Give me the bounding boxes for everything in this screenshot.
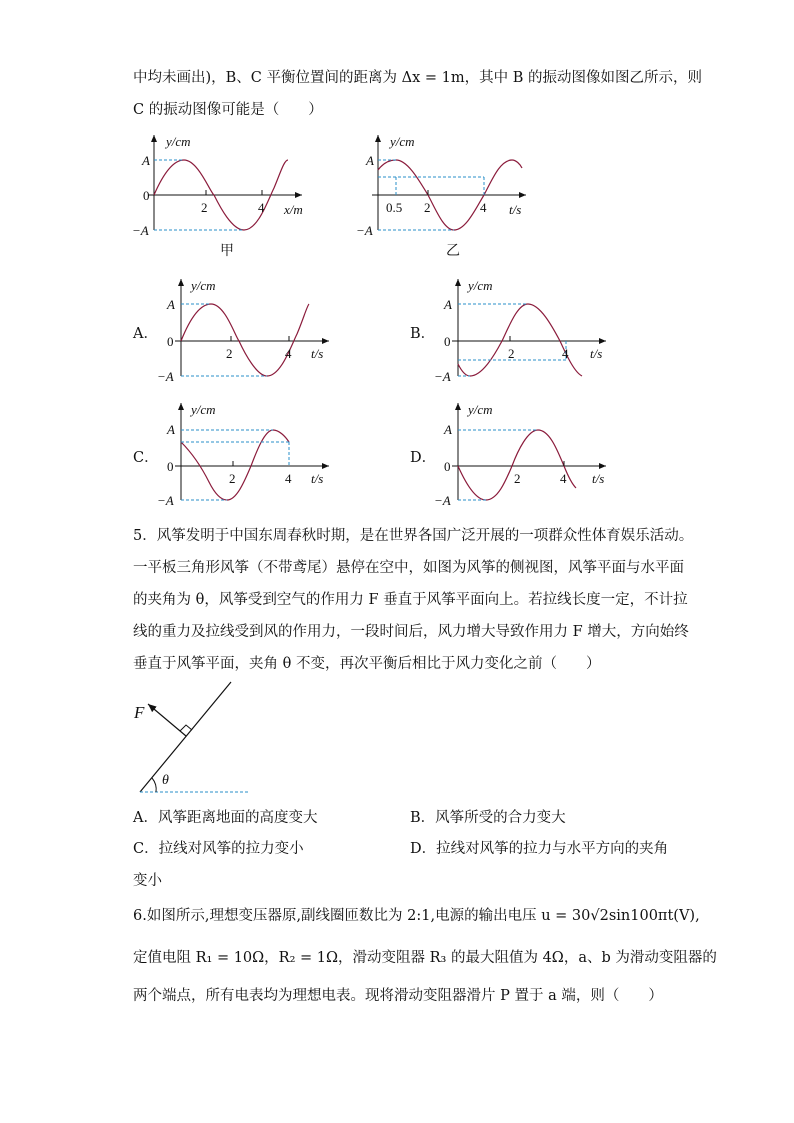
yi-amp-top: A (366, 153, 374, 168)
yi-caption: 乙 (446, 244, 460, 259)
q5-line-5: 垂直于风筝平面，夹角 θ 不变，再次平衡后相比于风力变化之前（ ） (133, 656, 601, 672)
opt-a-tick-2: 2 (226, 346, 233, 361)
opt-d-ylabel: y/cm (468, 402, 493, 417)
jia-amp-bottom: −A (132, 223, 149, 238)
opt-a-amp-bottom: −A (157, 369, 174, 384)
q6-line-3: 两个端点，所有电表均为理想电表。现将滑动变阻器滑片 P 置于 a 端，则（ ） (133, 988, 663, 1004)
yi-xlabel: t/s (509, 202, 522, 217)
q5-line-4: 线的重力及拉线受到风的作用力，一段时间后，风力增大导致作用力 F 增大，方向始终 (133, 624, 689, 640)
jia-ylabel: y/cm (166, 134, 191, 149)
q6-line-2: 定值电阻 R₁ = 10Ω，R₂ = 1Ω，滑动变阻器 R₃ 的最大阻值为 4Ω，a、b 为滑动变阻器的 (133, 950, 717, 966)
jia-caption: 甲 (220, 244, 234, 259)
opt-a-xlabel: t/s (311, 346, 324, 361)
opt-a-ylabel: y/cm (191, 278, 216, 293)
q4-option-c-graph (157, 400, 335, 510)
opt-c-origin: 0 (167, 459, 174, 474)
jia-xlabel: x/m (284, 202, 303, 217)
q4-line-2: C 的振动图像可能是（ ） (133, 102, 323, 118)
opt-d-origin: 0 (444, 459, 451, 474)
q5-option-d[interactable]: D．拉线对风筝的拉力与水平方向的夹角 (410, 841, 669, 857)
opt-b-ylabel: y/cm (468, 278, 493, 293)
q4-option-b-label[interactable]: B． (410, 326, 436, 342)
opt-a-amp-top: A (167, 297, 175, 312)
q4-option-d-graph (434, 400, 612, 510)
jia-amp-top: A (142, 153, 150, 168)
q4-option-d-label[interactable]: D． (410, 450, 437, 466)
opt-b-tick-2: 2 (508, 346, 515, 361)
opt-b-tick-4: 4 (562, 346, 569, 361)
q5-line-2: 一平板三角形风筝（不带鸢尾）悬停在空中，如图为风筝的侧视图，风筝平面与水平面 (133, 560, 684, 576)
q4-line-1: 中均未画出)，B、C 平衡位置间的距离为 Δx = 1m，其中 B 的振动图像如图乙所示，则 (133, 70, 702, 86)
q5-option-b[interactable]: B．风筝所受的合力变大 (410, 810, 566, 826)
opt-b-origin: 0 (444, 334, 451, 349)
kite-force-label: F (134, 703, 145, 722)
q5-option-c[interactable]: C．拉线对风筝的拉力变小 (133, 841, 304, 857)
yi-tick-2: 2 (424, 200, 431, 215)
jia-tick-2: 2 (201, 200, 208, 215)
q6-line-1: 6.如图所示,理想变压器原,副线圈匝数比为 2:1,电源的输出电压 u = 30√2sin100πt(V), (133, 908, 700, 924)
opt-d-amp-bottom: −A (434, 493, 451, 508)
q5-line-1: 5．风筝发明于中国东周春秋时期，是在世界各国广泛开展的一项群众性体育娱乐活动。 (133, 528, 694, 544)
opt-c-tick-4: 4 (285, 471, 292, 486)
jia-origin: 0 (143, 188, 150, 203)
yi-tick-05: 0.5 (386, 200, 403, 215)
q4-option-a-label[interactable]: A． (133, 326, 158, 342)
kite-figure (130, 676, 260, 800)
opt-c-tick-2: 2 (229, 471, 236, 486)
q4-option-a-graph (157, 276, 335, 386)
opt-d-tick-4: 4 (560, 471, 567, 486)
q5-option-a[interactable]: A．风筝距离地面的高度变大 (133, 810, 318, 826)
q4-option-b-graph (434, 276, 612, 386)
yi-ylabel: y/cm (390, 134, 415, 149)
opt-d-xlabel: t/s (592, 471, 605, 486)
opt-b-xlabel: t/s (590, 346, 603, 361)
yi-tick-4: 4 (480, 200, 487, 215)
opt-c-ylabel: y/cm (191, 402, 216, 417)
graph-yi (356, 132, 539, 262)
opt-a-origin: 0 (167, 334, 174, 349)
opt-c-xlabel: t/s (311, 471, 324, 486)
graph-jia (132, 132, 310, 262)
opt-d-tick-2: 2 (514, 471, 521, 486)
opt-a-tick-4: 4 (285, 346, 292, 361)
jia-tick-4: 4 (258, 200, 265, 215)
q4-option-c-label[interactable]: C． (133, 450, 159, 466)
opt-b-amp-top: A (444, 297, 452, 312)
q5-option-d-continued: 变小 (133, 873, 162, 889)
opt-c-amp-top: A (167, 422, 175, 437)
opt-c-amp-bottom: −A (157, 493, 174, 508)
kite-angle-label: θ (162, 773, 169, 788)
opt-b-amp-bottom: −A (434, 369, 451, 384)
opt-d-amp-top: A (444, 422, 452, 437)
yi-amp-bottom: −A (356, 223, 373, 238)
q5-line-3: 的夹角为 θ，风筝受到空气的作用力 F 垂直于风筝平面向上。若拉线长度一定，不计拉 (133, 592, 688, 608)
